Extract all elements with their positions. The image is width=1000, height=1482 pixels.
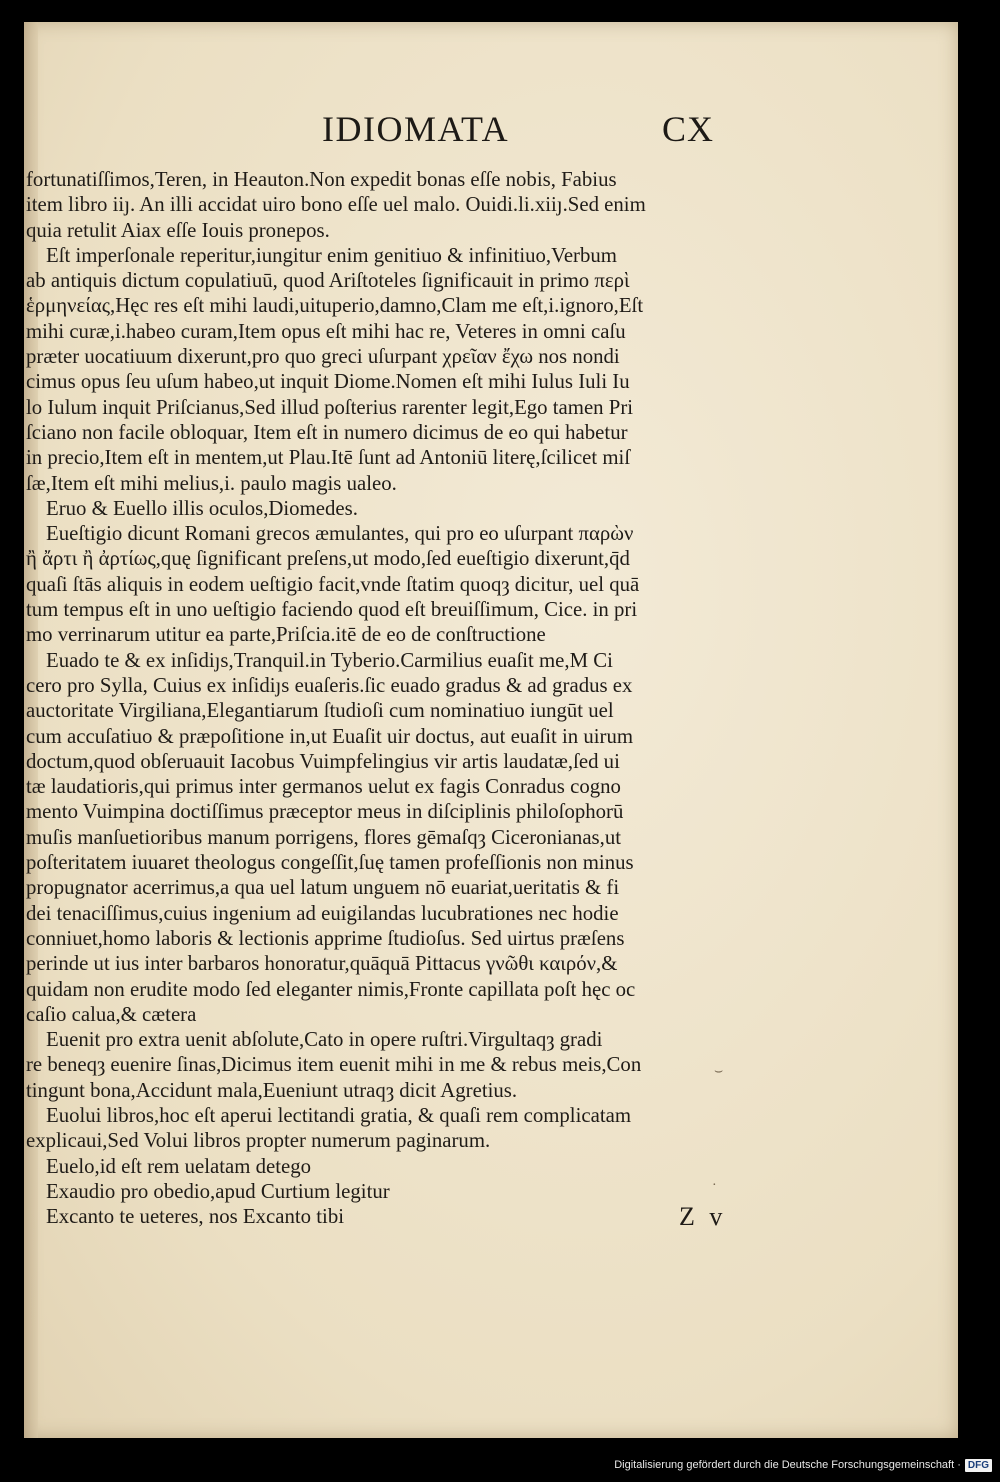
text-line: Euado te & ex inſidiȷs,Tranquil.in Tyberio.Carmilius euaſit me,M Ci xyxy=(46,648,613,672)
text-line: Euelo,id eſt rem uelatam detego xyxy=(46,1154,312,1178)
text-line: auctoritate Virgiliana,Elegantiarum ſtudioſi cum nominatiuo iungūt uel xyxy=(26,699,614,723)
text-line: ἢ ἄρτι ἢ ἀρτίως,quę ſignificant preſens,ut modo,ſed eueſtigio dixerunt,q̄d xyxy=(26,547,630,571)
marginal-mark: · xyxy=(712,1178,717,1193)
text-line: Eſt imperſonale reperitur,iungitur enim genitiuo & infinitiuo,Verbum xyxy=(46,243,617,267)
text-line: ſæ,Item eſt mihi melius,i. paulo magis ualeo. xyxy=(26,471,397,495)
digitization-footer xyxy=(614,1456,992,1474)
text-line: cum accuſatiuo & præpoſitione in,ut Euaſit uir doctus, aut euaſit in uirum xyxy=(26,724,634,748)
text-line: mihi curæ,i.habeo curam,Item opus eſt mihi hac re, Veteres in omni caſu xyxy=(26,319,626,343)
folio-number: CX xyxy=(661,109,714,149)
text-line: mo verrinarum utitur ea parte,Priſcia.itē de eo de conſtructione xyxy=(26,623,546,647)
text-line: in precio,Item eſt in mentem,ut Plau.Itē ſunt ad Antoniū literę,ſcilicet miſ xyxy=(26,446,631,470)
text-line: cimus opus ſeu uſum habeo,ut inquit Diome.Nomen eſt mihi Iulus Iuli Iu xyxy=(26,370,630,394)
page-header xyxy=(294,108,714,168)
text-line: ſciano non facile obloquar, Item eſt in numero dicimus de eo qui habetur xyxy=(26,420,628,444)
text-line: Exaudio pro obedio,apud Curtium legitur xyxy=(46,1179,390,1203)
text-line: quaſi ſtās aliquis in eodem ueſtigio facit,vnde ſtatim quoqȝ dicitur, uel quā xyxy=(26,572,640,596)
text-line: Excanto te ueteres, nos Excanto tibi xyxy=(46,1205,344,1229)
body-text xyxy=(26,167,754,1229)
text-line: fortunatiſſimos,Teren, in Heauton.Non expedit bonas eſſe nobis, Fabius xyxy=(26,168,617,191)
text-line: item libro iiȷ. An illi accidat uiro bono eſſe uel malo. Ouidi.li.xiiȷ.Sed enim xyxy=(26,193,646,217)
text-line: Euolui libros,hoc eſt aperui lectitandi gratia, & quaſi rem complicatam xyxy=(46,1103,632,1127)
text-line: Eueſtigio dicunt Romani grecos æmulantes, qui pro eo uſurpant παρὼν xyxy=(46,522,634,546)
text-line: Euenit pro extra uenit abſolute,Cato in opere ruſtri.Virgultaqȝ gradi xyxy=(46,1028,603,1052)
dfg-logo-icon: DFG xyxy=(965,1459,992,1472)
text-line: doctum,quod obſeruauit Iacobus Vuimpfelingius vir artis laudatæ,ſed ui xyxy=(26,749,620,773)
text-line: propugnator acerrimus,a qua uel latum unguem nō euariat,ueritatis & fi xyxy=(26,876,620,900)
text-line: tum tempus eſt in uno ueſtigio faciendo quod eſt breuiſſimum, Cice. in pri xyxy=(26,598,638,622)
text-line: perinde ut ius inter barbaros honoratur,quāquā Pittacus γνῶθι καιρόν,& xyxy=(26,952,618,976)
text-line: re beneqȝ euenire ſinas,Dicimus item euenit mihi in me & rebus meis,Con xyxy=(26,1053,642,1077)
text-line: conniuet,homo laboris & lectionis apprime ſtudioſus. Sed uirtus præſens xyxy=(26,926,625,950)
text-line: quidam non erudite modo ſed eleganter nimis,Fronte capillata poſt hęc oc xyxy=(26,977,636,1001)
text-line: præter uocatiuum dixerunt,pro quo greci uſurpant χρεῖαν ἔχω nos nondi xyxy=(26,345,620,369)
text-line: ab antiquis dictum copulatiuū, quod Ariſtoteles ſignificauit in primo περὶ xyxy=(26,269,630,293)
text-line: muſis manſuetioribus manum porrigens, flores gēmaſqȝ Ciceronianas,ut xyxy=(26,825,622,849)
text-line: tæ laudatioris,qui primus inter germanos uelut ex fagis Conradus cogno xyxy=(26,775,621,799)
text-line: mento Vuimpina doctiſſimus præceptor meus in diſciplinis philoſophorū xyxy=(26,800,624,824)
text-line: quia retulit Aiax eſſe Iouis pronepos. xyxy=(26,218,330,242)
signature-mark: Z v xyxy=(679,1202,727,1231)
text-line: Eruo & Euello illis oculos,Diomedes. xyxy=(46,496,358,520)
text-line: lo Iulum inquit Priſcianus,Sed illud poſterius rarenter legit,Ego tamen Pri xyxy=(26,395,634,419)
book-page xyxy=(24,22,958,1438)
text-line: poſteritatem iuuaret theologus congeſſit,ſuę tamen profeſſionis non minus xyxy=(26,851,634,875)
text-line: caſio calua,& cætera xyxy=(26,1002,197,1026)
text-line: dei tenaciſſimus,cuius ingenium ad euigilandas lucubrationes nec hodie xyxy=(26,901,619,925)
text-line: ἑρμηνείας,Hęc res eſt mihi laudi,uituperio,damno,Clam me eſt,i.ignoro,Eſt xyxy=(26,294,644,318)
marginal-mark: ⌣ xyxy=(714,1064,724,1079)
text-line: explicaui,Sed Volui libros propter numerum paginarum. xyxy=(26,1129,491,1153)
text-line: cero pro Sylla, Cuius ex inſidiȷs euaſeris.ſic euado gradus & ad gradus ex xyxy=(26,673,633,697)
running-title: IDIOMATA xyxy=(322,109,510,149)
footer-credit: Digitalisierung gefördert durch die Deutsche Forschungsgemeinschaft · xyxy=(614,1459,961,1471)
text-line: tingunt bona,Accidunt mala,Eueniunt utraqȝ dicit Agretius. xyxy=(26,1078,518,1102)
